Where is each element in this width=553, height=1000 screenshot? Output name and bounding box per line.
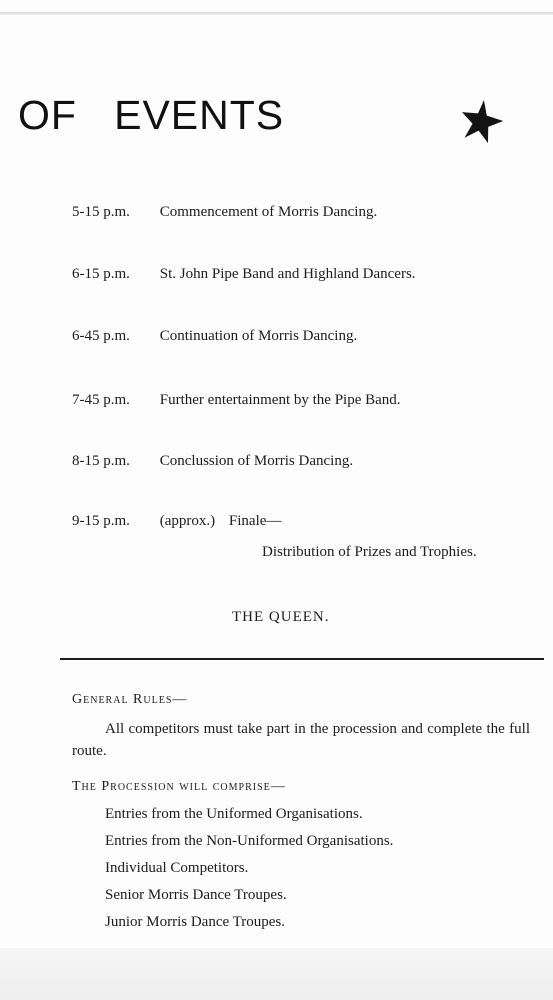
schedule-row bbox=[72, 266, 416, 283]
event-time: 6-15 p.m. bbox=[72, 266, 130, 282]
event-description: Commencement of Morris Dancing. bbox=[159, 204, 378, 220]
event-time: 8-15 p.m. bbox=[72, 453, 130, 469]
procession-title: The Procession will comprise— bbox=[72, 779, 286, 794]
page-bottom-edge bbox=[0, 948, 553, 1000]
divider-line bbox=[60, 658, 544, 660]
list-item: Junior Morris Dance Troupes. bbox=[105, 914, 285, 930]
event-time: 6-45 p.m. bbox=[72, 328, 130, 344]
event-time: 7-45 p.m. bbox=[72, 392, 130, 408]
schedule-row bbox=[72, 392, 401, 409]
event-approx-note: (approx.) bbox=[159, 513, 216, 529]
event-time: 5-15 p.m. bbox=[72, 204, 130, 220]
page-top-edge bbox=[0, 12, 553, 15]
page-heading: OF EVENTS bbox=[18, 92, 285, 138]
list-item: Entries from the Uniformed Organisations. bbox=[105, 806, 363, 822]
event-description: Continuation of Morris Dancing. bbox=[159, 328, 358, 344]
schedule-row bbox=[72, 513, 281, 530]
schedule-row bbox=[72, 453, 353, 470]
general-rules-text: All competitors must take part in the procession and complete the full route. bbox=[72, 721, 530, 759]
schedule-row bbox=[72, 328, 357, 345]
procession-list bbox=[105, 806, 393, 941]
list-item: Individual Competitors. bbox=[105, 860, 249, 876]
list-item: Senior Morris Dance Troupes. bbox=[105, 887, 287, 903]
general-rules-title: General Rules— bbox=[72, 692, 188, 707]
star-icon bbox=[459, 98, 505, 144]
event-description: Finale— bbox=[228, 513, 282, 529]
schedule-row bbox=[72, 204, 377, 221]
event-time: 9-15 p.m. bbox=[72, 513, 130, 529]
distribution-line: Distribution of Prizes and Trophies. bbox=[262, 544, 477, 560]
event-description: Conclussion of Morris Dancing. bbox=[159, 453, 354, 469]
event-description: St. John Pipe Band and Highland Dancers. bbox=[159, 266, 416, 282]
the-queen-line: THE QUEEN. bbox=[232, 609, 330, 625]
list-item: Entries from the Non-Uniformed Organisations. bbox=[105, 833, 394, 849]
event-description: Further entertainment by the Pipe Band. bbox=[159, 392, 401, 408]
